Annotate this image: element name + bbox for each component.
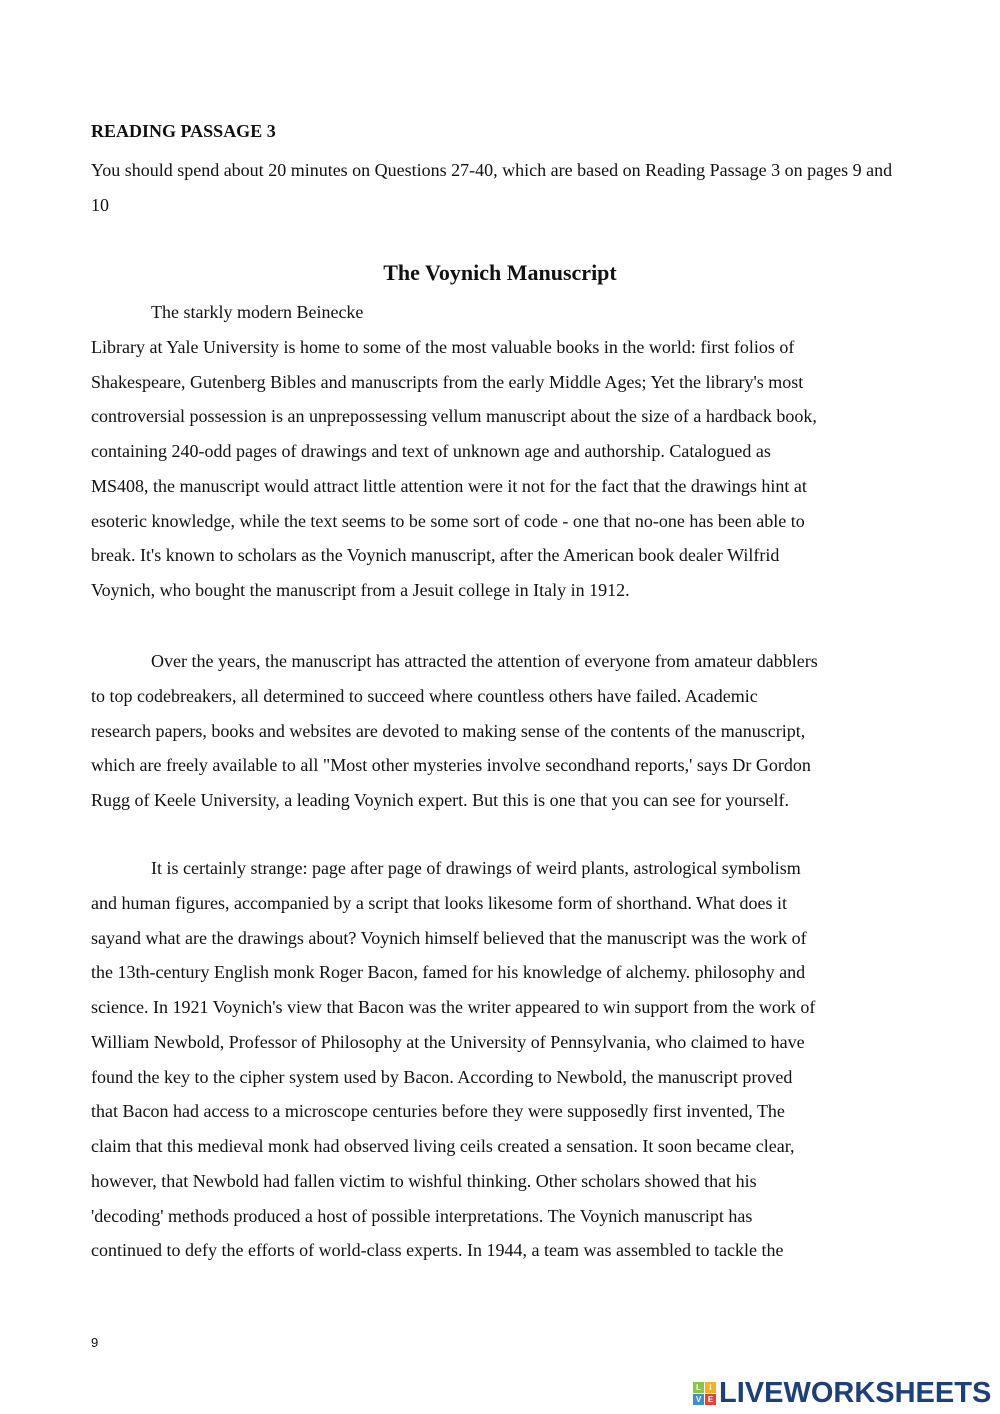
logo-block: V bbox=[693, 1394, 704, 1405]
text-line: break. It's known to scholars as the Voynich manuscript, after the American book dealer Wilfrid bbox=[91, 545, 780, 566]
text-line: sayand what are the drawings about? Voynich himself believed that the manuscript was the work of bbox=[91, 927, 807, 948]
text-line: research papers, books and websites are devoted to making sense of the contents of the manuscript, bbox=[91, 720, 806, 741]
section-heading: READING PASSAGE 3 bbox=[91, 121, 276, 141]
logo-block: E bbox=[705, 1394, 716, 1405]
text-line: William Newbold, Professor of Philosophy at the University of Pennsylvania, who claimed to have bbox=[91, 1031, 805, 1052]
text-line: however, that Newbold had fallen victim to wishful thinking. Other scholars showed that his bbox=[91, 1170, 757, 1191]
live-blocks-icon bbox=[693, 1382, 716, 1405]
text-line: science. In 1921 Voynich's view that Bacon was the writer appeared to win support from the work of bbox=[91, 997, 816, 1017]
text-line: found the key to the cipher system used by Bacon. According to Newbold, the manuscript proved bbox=[91, 1066, 793, 1087]
instructions: You should spend about 20 minutes on Questions 27-40, which are based on Reading Passage 3 on pages 9 and 10 bbox=[91, 160, 893, 215]
paragraph-1 bbox=[91, 295, 921, 608]
text-line: Shakespeare, Gutenberg Bibles and manuscripts from the early Middle Ages; Yet the library's most bbox=[91, 371, 804, 392]
page-number: 9 bbox=[91, 1335, 99, 1350]
logo-block: L bbox=[693, 1382, 704, 1393]
text-line: 'decoding' methods produced a host of possible interpretations. The Voynich manuscript has bbox=[91, 1205, 753, 1226]
text-line: The starkly modern Beinecke bbox=[151, 302, 364, 322]
text-line: that Bacon had access to a microscope centuries before they were supposedly first invented, The bbox=[91, 1101, 785, 1122]
liveworksheets-logo bbox=[693, 1377, 991, 1410]
text-line: esoteric knowledge, while the text seems to be some sort of code - one that no-one has been able to bbox=[91, 510, 805, 531]
paragraph-2 bbox=[91, 644, 921, 818]
text-line: Library at Yale University is home to some of the most valuable books in the world: first folios of bbox=[91, 336, 795, 357]
text-line: which are freely available to all "Most other mysteries involve secondhand reports,' says Dr Gordon bbox=[91, 755, 811, 776]
text-line: controversial possession is an unprepossessing vellum manuscript about the size of a hardback book, bbox=[91, 406, 817, 427]
text-line: It is certainly strange: page after page of drawings of weird plants, astrological symbolism bbox=[151, 858, 801, 878]
passage-title: The Voynich Manuscript bbox=[383, 260, 617, 285]
text-line: claim that this medieval monk had observed living ceils created a sensation. It soon became clear, bbox=[91, 1136, 795, 1156]
text-line: MS408, the manuscript would attract little attention were it not for the fact that the drawings hint at bbox=[91, 475, 807, 496]
text-line: and human figures, accompanied by a script that looks likesome form of shorthand. What does it bbox=[91, 892, 787, 913]
text-line: the 13th-century English monk Roger Bacon, famed for his knowledge of alchemy. philosophy and bbox=[91, 962, 806, 983]
logo-text: LIVEWORKSHEETS bbox=[719, 1377, 992, 1409]
paragraph-3 bbox=[91, 851, 921, 1268]
logo-block: I bbox=[705, 1382, 716, 1393]
text-line: Voynich, who bought the manuscript from a Jesuit college in Italy in 1912. bbox=[91, 580, 630, 600]
text-line: containing 240-odd pages of drawings and text of unknown age and authorship. Catalogued as bbox=[91, 441, 771, 461]
text-line: Rugg of Keele University, a leading Voynich expert. But this is one that you can see for yourself. bbox=[91, 790, 790, 810]
text-line: Over the years, the manuscript has attracted the attention of everyone from amateur dabblers bbox=[151, 651, 818, 671]
text-line: continued to defy the efforts of world-class experts. In 1944, a team was assembled to tackle the bbox=[91, 1240, 784, 1261]
text-line: to top codebreakers, all determined to succeed where countless others have failed. Academic bbox=[91, 685, 758, 706]
